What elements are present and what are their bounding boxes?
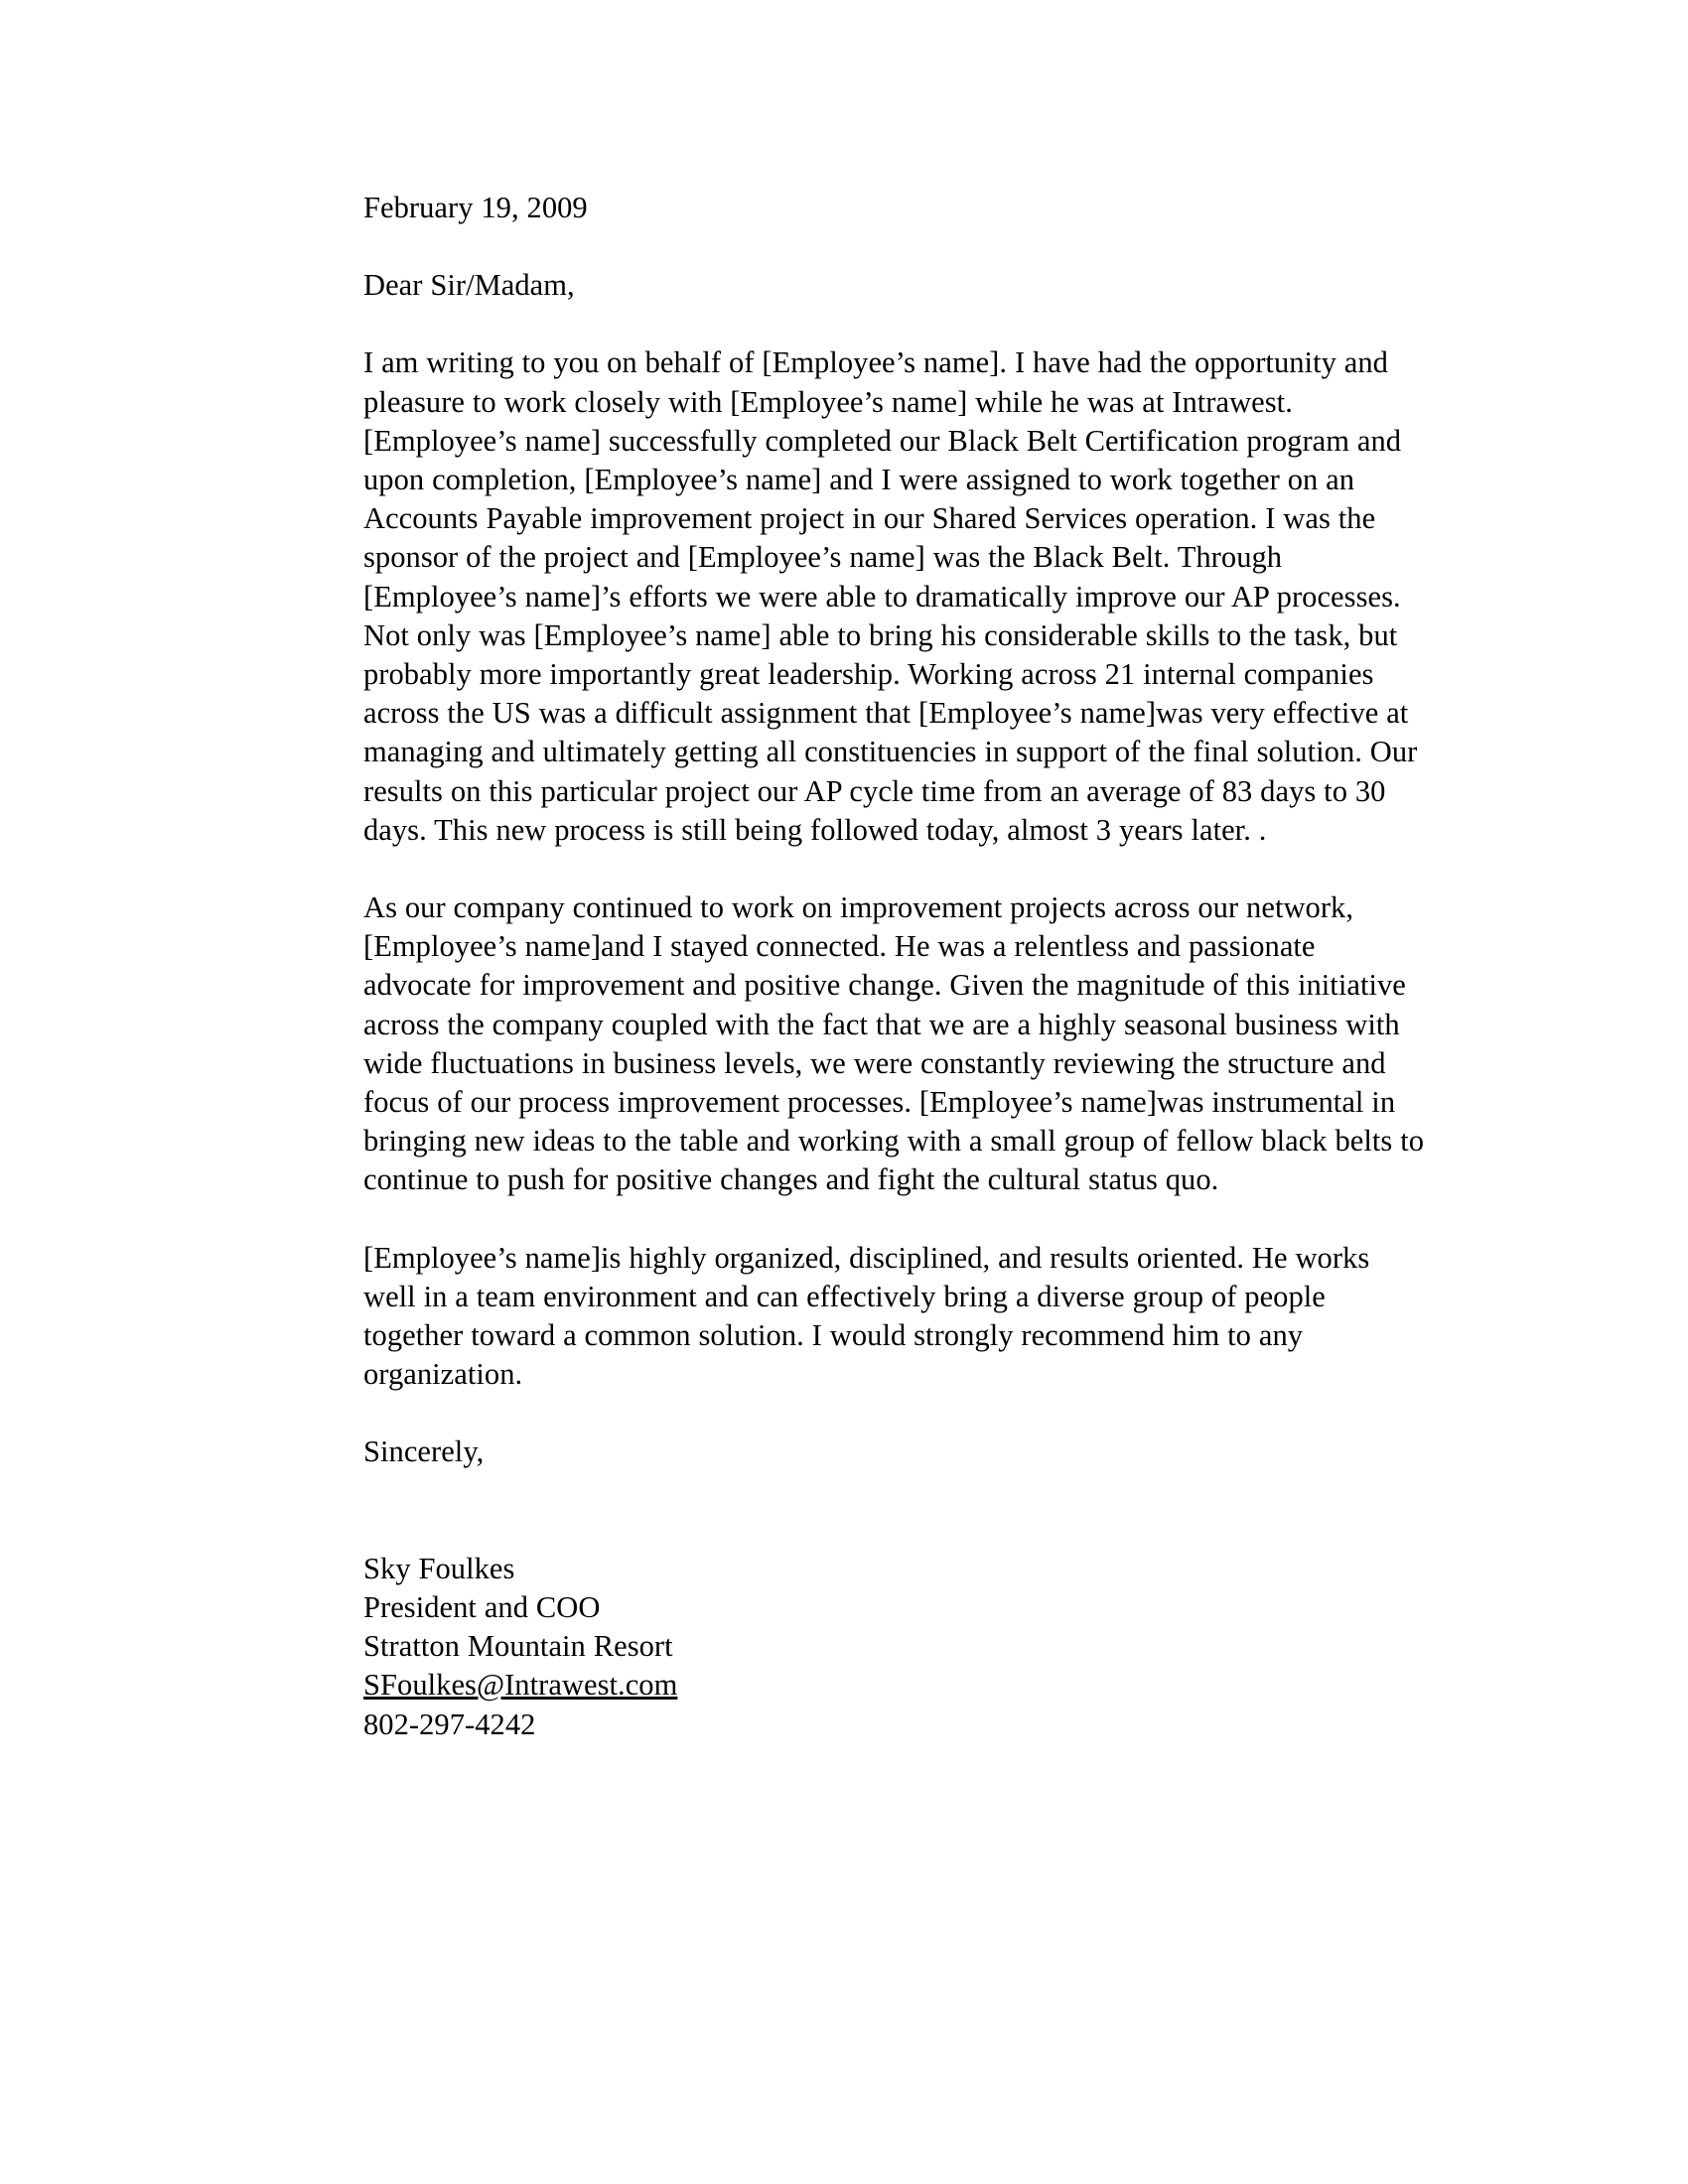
letter-salutation: Dear Sir/Madam,: [363, 268, 575, 303]
signer-name: Sky Foulkes: [363, 1551, 515, 1585]
letter-paragraph-3: [Employee’s name]is highly organized, disciplined, and results oriented. He works well in a team environment and can effectively bring a diverse group of people together toward a common solution. I would strongly recommend him to any organization.: [363, 1240, 1370, 1392]
signer-title: President and COO: [363, 1589, 601, 1624]
letter-closing: Sincerely,: [363, 1434, 485, 1469]
signer-phone: 802-297-4242: [363, 1706, 536, 1741]
signer-organization: Stratton Mountain Resort: [363, 1629, 673, 1664]
letter-body: [363, 189, 1428, 1744]
letter-date: February 19, 2009: [363, 191, 588, 224]
letter-paragraph-1: I am writing to you on behalf of [Employee’s name]. I have had the opportunity and pleasure to work closely with [Employee’s name] while he was at Intrawest. [Employee’s name] successfully completed our Black Belt Certification program and upon completion, [Employee’s name] and I were assigned to work together on an Accounts Payable improvement project in our Shared Services operation. I was the sponsor of the project and [Employee’s name] was the Black Belt. Through [Employee’s name]’s efforts we were able to dramatically improve our AP processes. Not only was [Employee’s name] able to bring his considerable skills to the task, but probably more importantly great leadership. Working across 21 internal companies across the US was a difficult assignment that [Employee’s name]was very effective at managing and ultimately getting all constituencies in support of the final solution. Our results on this particular project our AP cycle time from an average of 83 days to 30 days. This new process is still being followed today, almost 3 years later. .: [363, 345, 1418, 847]
signer-email-link[interactable]: SFoulkes@Intrawest.com: [363, 1668, 678, 1703]
signature-block: [363, 1550, 1428, 1744]
signature-space: [363, 1511, 1428, 1550]
letter-paragraph-2: As our company continued to work on improvement projects across our network, [Employee’s name]and I stayed connected. He was a relentless and passionate advocate for improvement and positive change. Given the magnitude of this initiative across the company coupled with the fact that we are a highly seasonal business with wide fluctuations in business levels, we were constantly reviewing the structure and focus of our process improvement processes. [Employee’s name]was instrumental in bringing new ideas to the table and working with a small group of fellow black belts to continue to push for positive changes and fight the cultural status quo.: [363, 890, 1425, 1197]
